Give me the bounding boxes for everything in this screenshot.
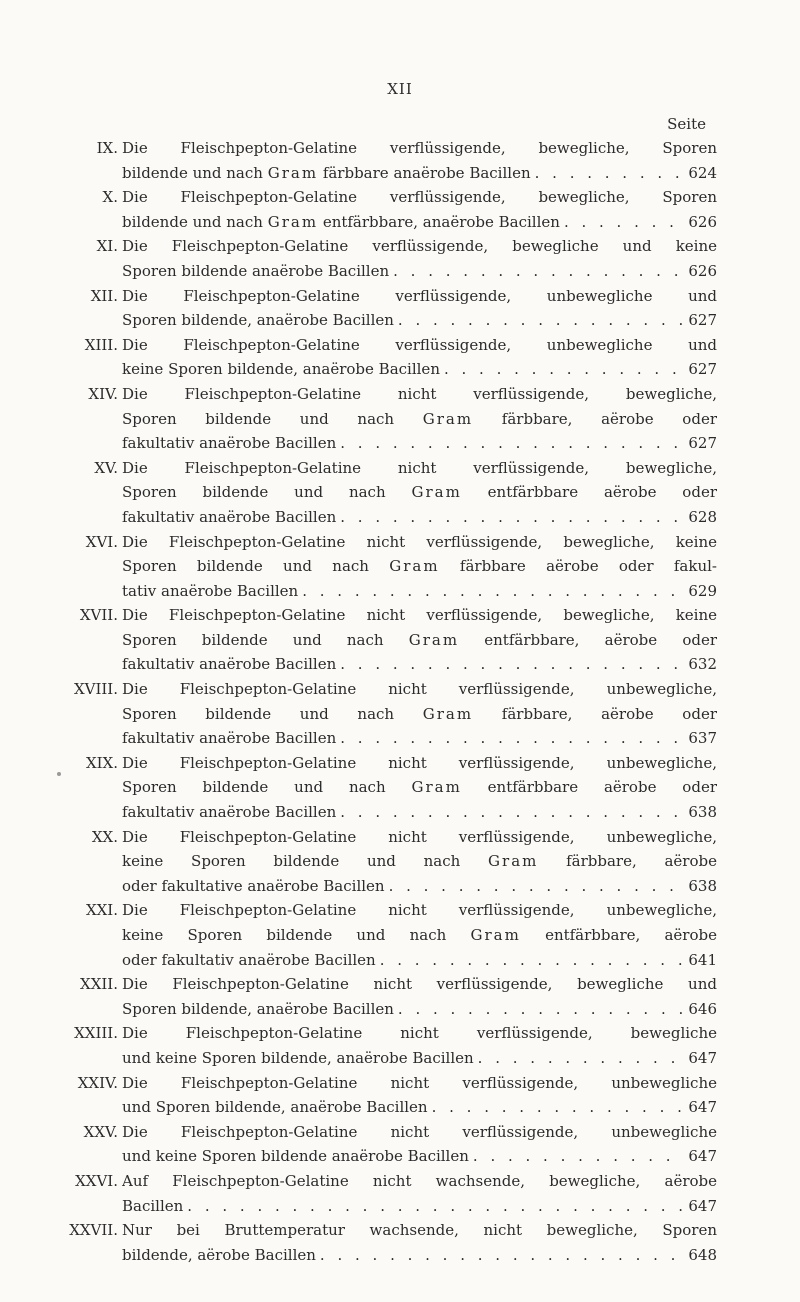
toc-entry-text: fakultativ anaërobe Bacillen <box>122 803 337 822</box>
dot-leader <box>394 997 683 1022</box>
toc-entry-text: Bacillen <box>122 1196 184 1215</box>
toc-entry-text: oder fakultativ anaërobe Bacillen <box>122 950 376 969</box>
toc-entry-text: bildende und nach Gram entfärbbare, anaërobe Bacillen <box>122 212 560 231</box>
toc-entry-page: 627 <box>688 360 717 379</box>
toc-entry-line: Die Fleischpepton-Gelatine verflüssigende, bewegliche, Sporen <box>122 188 717 207</box>
toc-entry-text: und keine Sporen bildende, anaërobe Bacillen <box>122 1048 474 1067</box>
toc-entry-number: XXI. <box>85 901 118 920</box>
toc-entry-last-line <box>122 726 717 751</box>
toc-entry-number: XXVII. <box>69 1221 118 1240</box>
toc-entry-line: Sporen bildende und nach Gram färbbare, aërobe oder <box>122 704 717 723</box>
toc-entry-line: Die Fleischpepton-Gelatine nicht verflüssigende, bewegliche, <box>122 458 717 477</box>
toc-entry-last-line <box>122 431 717 456</box>
toc-entry <box>60 825 717 899</box>
toc-entry-number: XII. <box>90 286 118 305</box>
toc-entry <box>60 382 717 456</box>
toc-entry-last-line <box>122 357 717 382</box>
toc-entry-number: XIX. <box>85 753 118 772</box>
toc-entry-page: 638 <box>688 876 717 895</box>
toc-entry-last-line <box>122 874 717 899</box>
toc-entry-line: Die Fleischpepton-Gelatine verflüssigende, unbewegliche und <box>122 335 717 354</box>
dot-leader <box>385 874 683 899</box>
toc-entry-last-line <box>122 308 717 333</box>
toc-entry-number: XVI. <box>85 532 118 551</box>
toc-entry-line: Sporen bildende und nach Gram färbbare, aërobe oder <box>122 409 717 428</box>
toc-entry-last-line <box>122 948 717 973</box>
toc-entry <box>60 898 717 972</box>
toc-entry-line: Die Fleischpepton-Gelatine nicht verflüssigende, unbewegliche, <box>122 753 717 772</box>
toc-entry-page: 626 <box>688 212 717 231</box>
toc-entry-page: 629 <box>688 581 717 600</box>
toc-entry <box>60 603 717 677</box>
dot-leader <box>440 357 683 382</box>
toc-entry-last-line <box>122 652 717 677</box>
dot-leader <box>531 161 683 186</box>
toc-entry-last-line <box>122 997 717 1022</box>
toc-entry-line: Die Fleischpepton-Gelatine verflüssigende, unbewegliche und <box>122 286 717 305</box>
toc-entry-last-line <box>122 800 717 825</box>
toc-entry-line: Die Fleischpepton-Gelatine nicht verflüssigende, bewegliche, keine <box>122 606 717 625</box>
toc-entry-last-line <box>122 1194 717 1219</box>
toc-entry <box>60 751 717 825</box>
column-header-seite: Seite <box>667 115 706 133</box>
toc-entry-number: XVIII. <box>73 680 118 699</box>
dot-leader <box>428 1095 683 1120</box>
toc-entry-page: 647 <box>688 1147 717 1166</box>
toc-entry-text: Sporen bildende, anaërobe Bacillen <box>122 999 394 1018</box>
toc-entry-text: fakultativ anaërobe Bacillen <box>122 655 337 674</box>
toc-entry <box>60 1169 717 1218</box>
toc-entry-number: XXII. <box>80 975 118 994</box>
toc-entry <box>60 456 717 530</box>
toc-entry-number: XX. <box>91 827 118 846</box>
toc-entry-text: oder fakultative anaërobe Bacillen <box>122 876 385 895</box>
toc-entry-page: 638 <box>688 803 717 822</box>
toc-entry-number: XI. <box>96 237 118 256</box>
toc-entry-text: und keine Sporen bildende anaërobe Bacillen <box>122 1147 469 1166</box>
toc-entry-number: X. <box>102 188 118 207</box>
toc-entry-line: Die Fleischpepton-Gelatine nicht verflüssigende, unbewegliche, <box>122 680 717 699</box>
toc-entry-number: IX. <box>96 139 118 157</box>
table-of-contents <box>60 136 717 1267</box>
toc-entry-text: bildende, aërobe Bacillen <box>122 1245 316 1264</box>
toc-entry-page: 628 <box>688 507 717 526</box>
toc-entry <box>60 136 717 185</box>
toc-entry <box>60 284 717 333</box>
toc-entry-line: Die Fleischpepton-Gelatine nicht verflüssigende, bewegliche <box>122 1024 717 1043</box>
toc-entry-line: Die Fleischpepton-Gelatine nicht verflüssigende, unbewegliche <box>122 1073 717 1092</box>
dot-leader <box>316 1243 683 1268</box>
dot-leader <box>474 1046 683 1071</box>
toc-entry-page: 641 <box>688 950 717 969</box>
toc-entry-text: Sporen bildende, anaërobe Bacillen <box>122 311 394 330</box>
toc-entry-last-line <box>122 505 717 530</box>
toc-entry-number: XXIV. <box>77 1073 118 1092</box>
toc-entry-page: 646 <box>688 999 717 1018</box>
toc-entry <box>60 1218 717 1267</box>
dot-leader <box>298 579 683 604</box>
toc-entry-line: Die Fleischpepton-Gelatine nicht verflüssigende, bewegliche und <box>122 975 717 994</box>
toc-entry-page: 648 <box>688 1245 717 1264</box>
toc-entry-text: fakultativ anaërobe Bacillen <box>122 729 337 748</box>
toc-entry-line: Nur bei Bruttemperatur wachsende, nicht bewegliche, Sporen <box>122 1221 717 1240</box>
toc-entry-page: 632 <box>688 655 717 674</box>
dot-leader <box>469 1144 683 1169</box>
toc-entry-number: XXIII. <box>74 1024 118 1043</box>
toc-entry-last-line <box>122 579 717 604</box>
toc-entry <box>60 1120 717 1169</box>
dot-leader <box>376 948 683 973</box>
dot-leader <box>394 308 683 333</box>
toc-entry <box>60 333 717 382</box>
toc-entry-page: 624 <box>688 163 717 182</box>
toc-entry-line: Sporen bildende und nach Gram entfärbbare aërobe oder <box>122 483 717 502</box>
toc-entry-last-line <box>122 210 717 235</box>
dot-leader <box>183 1194 683 1219</box>
toc-entry-text: bildende und nach Gram färbbare anaërobe Bacillen <box>122 163 531 182</box>
toc-entry-line: Die Fleischpepton-Gelatine nicht verflüssigende, unbewegliche <box>122 1122 717 1141</box>
toc-entry-page: 637 <box>688 729 717 748</box>
toc-entry-last-line <box>122 1144 717 1169</box>
toc-entry <box>60 530 717 604</box>
toc-entry-line: Die Fleischpepton-Gelatine verflüssigende, bewegliche, Sporen <box>122 139 717 157</box>
toc-entry-line: Die Fleischpepton-Gelatine nicht verflüssigende, unbewegliche, <box>122 901 717 920</box>
toc-entry <box>60 185 717 234</box>
toc-entry-text: und Sporen bildende, anaërobe Bacillen <box>122 1098 428 1117</box>
dot-leader <box>336 800 683 825</box>
toc-entry <box>60 234 717 283</box>
dot-leader <box>336 652 683 677</box>
toc-entry-text: Sporen bildende anaërobe Bacillen <box>122 261 390 280</box>
toc-entry-line: Die Fleischpepton-Gelatine verflüssigende, bewegliche und keine <box>122 237 717 256</box>
toc-entry-page: 627 <box>688 311 717 330</box>
toc-entry-number: XIII. <box>84 335 118 354</box>
dot-leader <box>560 210 683 235</box>
toc-entry-last-line <box>122 1243 717 1268</box>
toc-entry-page: 647 <box>688 1098 717 1117</box>
toc-entry-page: 627 <box>688 434 717 453</box>
toc-entry-line: Die Fleischpepton-Gelatine nicht verflüssigende, bewegliche, keine <box>122 532 717 551</box>
toc-entry-line: Sporen bildende und nach Gram entfärbbare aërobe oder <box>122 778 717 797</box>
toc-entry-text: tativ anaërobe Bacillen <box>122 581 299 600</box>
toc-entry-line: keine Sporen bildende und nach Gram färbbare, aërobe <box>122 852 717 871</box>
page-number: XII <box>387 80 413 98</box>
toc-entry-number: XXVI. <box>75 1171 118 1190</box>
toc-entry-text: fakultativ anaërobe Bacillen <box>122 434 337 453</box>
toc-entry-line: Sporen bildende und nach Gram färbbare aërobe oder fakul- <box>122 557 717 576</box>
toc-entry-last-line <box>122 161 717 186</box>
dot-leader <box>336 505 683 530</box>
toc-entry-last-line <box>122 1046 717 1071</box>
toc-entry <box>60 972 717 1021</box>
toc-entry-page: 647 <box>688 1048 717 1067</box>
toc-entry-line: Auf Fleischpepton-Gelatine nicht wachsende, bewegliche, aërobe <box>122 1171 717 1190</box>
toc-entry <box>60 1071 717 1120</box>
dot-leader <box>336 431 683 456</box>
toc-entry-line: Die Fleischpepton-Gelatine nicht verflüssigende, unbewegliche, <box>122 827 717 846</box>
toc-entry-number: XVII. <box>79 606 118 625</box>
toc-entry-line: keine Sporen bildende und nach Gram entfärbbare, aërobe <box>122 926 717 944</box>
toc-entry-text: keine Sporen bildende, anaërobe Bacillen <box>122 360 440 379</box>
toc-entry-page: 647 <box>688 1196 717 1215</box>
toc-entry-number: XIV. <box>88 384 118 403</box>
toc-entry-last-line <box>122 259 717 284</box>
toc-entry-text: fakultativ anaërobe Bacillen <box>122 507 337 526</box>
toc-entry-page: 626 <box>688 261 717 280</box>
toc-entry-line: Die Fleischpepton-Gelatine nicht verflüssigende, bewegliche, <box>122 384 717 403</box>
toc-entry <box>60 1021 717 1070</box>
toc-entry-last-line <box>122 1095 717 1120</box>
toc-entry <box>60 677 717 751</box>
toc-entry-line: Sporen bildende und nach Gram entfärbbare, aërobe oder <box>122 630 717 649</box>
toc-entry-number: XV. <box>94 458 118 477</box>
dot-leader <box>389 259 683 284</box>
dot-leader <box>336 726 683 751</box>
toc-entry-number: XXV. <box>83 1122 118 1141</box>
